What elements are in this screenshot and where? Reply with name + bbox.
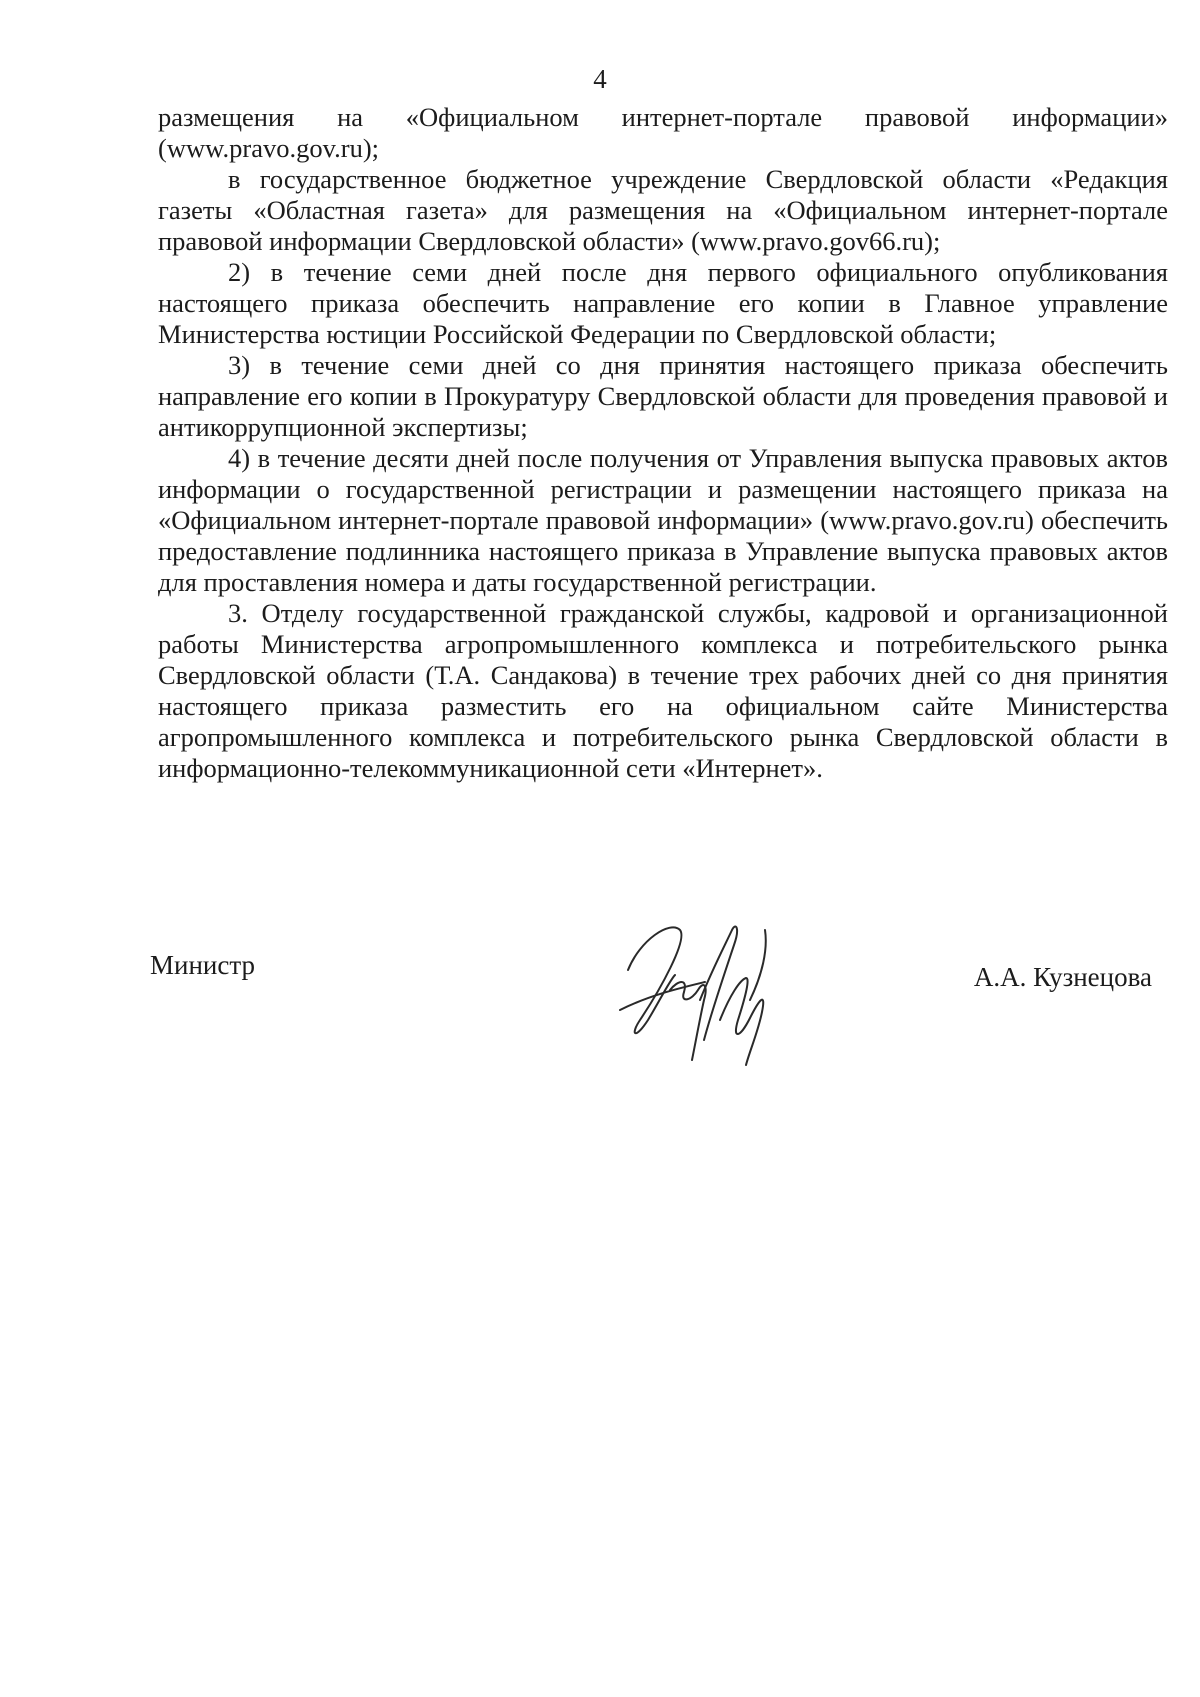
paragraph-item-3: 3) в течение семи дней со дня принятия настоящего приказа обеспечить направление его копии в Прокуратуру Свердловской области для проведения правовой и антикоррупционной экспертизы; [158,350,1168,442]
signature-stroke-1 [628,927,681,1033]
paragraph-item-4: 4) в течение десяти дней после получения от Управления выпуска правовых актов информации о государственной регистрации и размещении настоящего приказа на «Официальном интернет-портале правовой информации» (www.pravo.gov.ru) обеспечить предоставление подлинника настоящего приказа в Управление выпуска правовых актов для проставления номера и даты государственной регистрации. [158,443,1168,597]
signature-stroke-4 [700,926,737,1040]
page-number: 4 [593,64,607,94]
signature-stroke-6 [750,930,766,1000]
signatory-title: Министр [150,950,255,980]
paragraph-publication-continuation: размещения на «Официальном интернет-портале правовой информации» (www.pravo.gov.ru); [158,102,1168,163]
paragraph-item-2: 2) в течение семи дней после дня первого официального опубликования настоящего приказа обеспечить направление его копии в Главное управление Министерства юстиции Российской Федерации по Свердловской области; [158,257,1168,349]
document-body [158,102,1168,784]
signature-stroke-3 [670,982,706,1060]
handwritten-signature [600,900,800,1080]
signatory-name: А.А. Кузнецова [973,962,1152,992]
paragraph-regional-gazette: в государственное бюджетное учреждение Свердловской области «Редакция газеты «Областная газета» для размещения на «Официальном интернет-портале правовой информации Свердловской области» (www.pravo.gov66.ru); [158,164,1168,256]
paragraph-section-3: 3. Отделу государственной гражданской службы, кадровой и организационной работы Министерства агропромышленного комплекса и потребительского рынка Свердловской области (Т.А. Сандакова) в течение трех рабочих дней со дня принятия настоящего приказа разместить его на официальном сайте Министерства агропромышленного комплекса и потребительского рынка Свердловской области в информационно-телекоммуникационной сети «Интернет». [158,598,1168,783]
signature-stroke-5 [720,978,763,1065]
